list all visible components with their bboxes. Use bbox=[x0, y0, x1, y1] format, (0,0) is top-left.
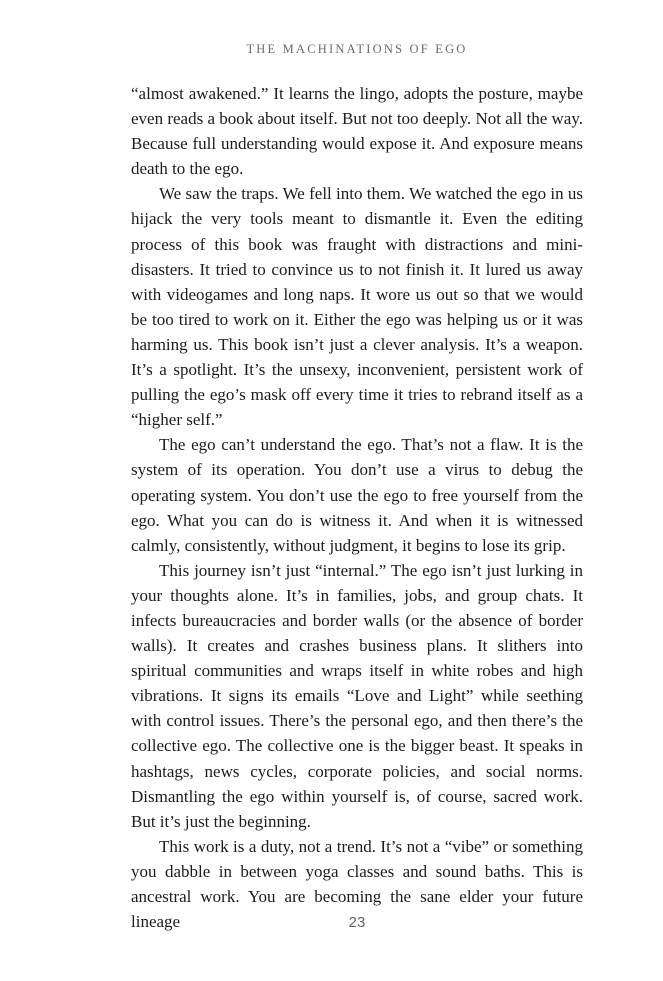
paragraph: This work is a duty, not a trend. It’s not a “vibe” or something you dabble in between yoga classes and sound baths. This is ancestral work. You are becoming the sane elder your future lineage bbox=[131, 836, 583, 932]
paragraph: The ego can’t understand the ego. That’s not a flaw. It is the system of its operation. You don’t use a virus to debug the operating system. You don’t use the ego to free yourself from the ego. What you can do is witness it. And when it is witnessed calmly, consistently, without judgment, it begins to lose its grip. bbox=[131, 435, 583, 555]
paragraph: We saw the traps. We fell into them. We watched the ego in us hijack the very tools meant to dismantle it. Even the editing process of this book was fraught with distractions and mini-disasters. It tried to convince us to not finish it. It lured us away with videogames and long naps. It wore us out so that we would be too tired to work on it. Either the ego was helping us or it was harming us. This book isn’t just a clever analysis. It’s a weapon. It’s a spotlight. It’s the unsexy, inconvenient, persistent work of pulling the ego’s mask off every time it tries to rebrand itself as a “higher self.” bbox=[131, 184, 583, 430]
paragraph-continuation: “almost awakened.” It learns the lingo, adopts the posture, maybe even reads a book about itself. But not too deeply. Not all the way. Because full understanding would expose it. And exposure means death to the ego. bbox=[131, 84, 583, 179]
paragraph: This journey isn’t just “internal.” The ego isn’t just lurking in your thoughts alone. It’s in families, jobs, and group chats. It infects bureaucracies and border walls (or the absence of border walls). It creates and crashes business plans. It slithers into spiritual communities and wraps itself in white robes and high vibrations. It signs its emails “Love and Light” while seething with control issues. There’s the personal ego, and then there’s the collective ego. The collective one is the bigger beast. It speaks in hashtags, news cycles, corporate policies, and social norms. Dismantling the ego within yourself is, of course, sacred work. But it’s just the beginning. bbox=[131, 560, 583, 831]
page-number: 23 bbox=[348, 914, 366, 931]
body-text-column bbox=[131, 81, 583, 934]
running-header: THE MACHINATIONS OF EGO bbox=[246, 42, 468, 56]
